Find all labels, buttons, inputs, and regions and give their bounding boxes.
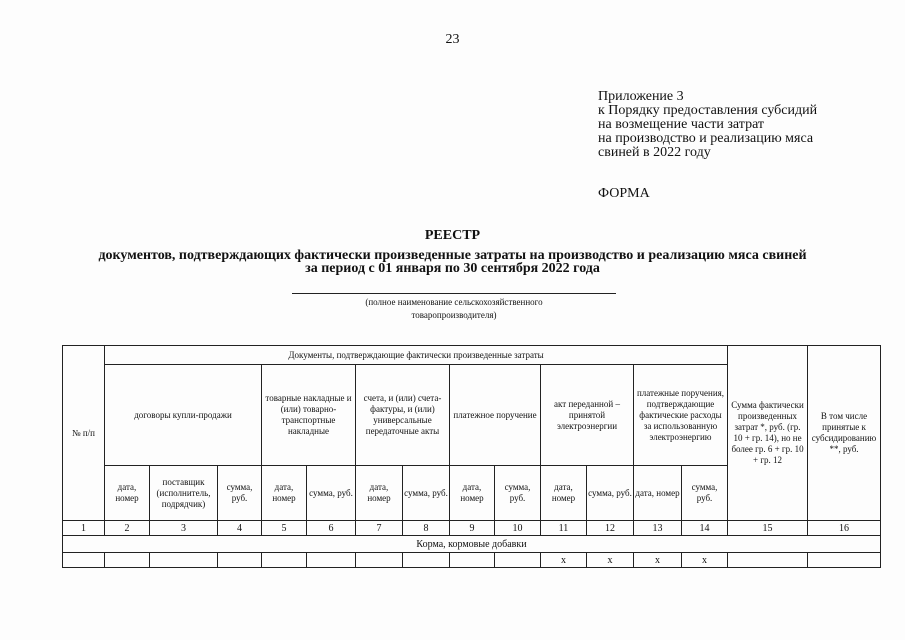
column-number: 12 [587, 521, 634, 536]
sub-header-date-number: дата, номер [262, 466, 307, 521]
sub-header-amount: сумма, руб. [307, 466, 356, 521]
table-cell [403, 553, 450, 568]
table-cell [218, 553, 262, 568]
sub-header-amount: сумма, руб. [218, 466, 262, 521]
sub-header-date-number: дата, номер [450, 466, 495, 521]
col-group-waybills: товарные накладные и (или) товарно-транспортные накладные [262, 365, 356, 466]
not-applicable-mark: х [541, 553, 587, 568]
table-cell [105, 553, 150, 568]
appendix-line: на производство и реализацию мяса [598, 131, 814, 146]
column-number-row [63, 521, 881, 536]
table-cell [808, 553, 881, 568]
table-cell [63, 553, 105, 568]
column-number: 10 [495, 521, 541, 536]
sub-header-date-number: дата, номер [634, 466, 682, 521]
column-number: 6 [307, 521, 356, 536]
table-cell [262, 553, 307, 568]
table-cell [307, 553, 356, 568]
column-number: 13 [634, 521, 682, 536]
column-number: 8 [403, 521, 450, 536]
sub-header-amount: сумма, руб. [587, 466, 634, 521]
appendix-note [598, 90, 898, 160]
col-group-invoices: счета, и (или) счета-фактуры, и (или) универсальные передаточные акты [356, 365, 450, 466]
sub-header-amount: сумма, руб. [403, 466, 450, 521]
not-applicable-mark: х [634, 553, 682, 568]
sub-header-date-number: дата, номер [105, 466, 150, 521]
column-number: 15 [728, 521, 808, 536]
column-number: 2 [105, 521, 150, 536]
column-number: 9 [450, 521, 495, 536]
table-cell [356, 553, 403, 568]
appendix-line: к Порядку предоставления субсидий [598, 103, 818, 118]
producer-caption-line: товаропроизводителя) [411, 310, 497, 320]
form-label: ФОРМА [598, 186, 650, 201]
appendix-line: свиней в 2022 году [598, 145, 711, 160]
col-group-contracts: договоры купли-продажи [105, 365, 262, 466]
section-feed-label: Корма, кормовые добавки [63, 536, 881, 553]
column-number: 1 [63, 521, 105, 536]
table-cell [495, 553, 541, 568]
col-group-electricity-act: акт переданной – принятой электроэнергии [541, 365, 634, 466]
col-header-sum-costs: Сумма фактически произведенных затрат *, руб. (гр. 10 + гр. 14), но не более гр. 6 + гр. 10 + гр. 12 [728, 346, 808, 521]
registry-title: РЕЕСТР [424, 228, 481, 243]
column-number: 4 [218, 521, 262, 536]
registry-subtitle-line: за период с 01 января по 30 сентября 2022 года [305, 261, 600, 276]
not-applicable-mark: х [682, 553, 728, 568]
col-header-accepted: В том числе принятые к субсидированию **, руб. [808, 346, 881, 521]
column-number: 14 [682, 521, 728, 536]
table-cell [150, 553, 218, 568]
column-number: 11 [541, 521, 587, 536]
producer-caption-line: (полное наименование сельскохозяйственного [365, 297, 543, 307]
appendix-line: Приложение 3 [598, 89, 684, 104]
table-cell [728, 553, 808, 568]
column-number: 7 [356, 521, 403, 536]
registry-subtitle-line: документов, подтверждающих фактически произведенные затраты на производство и реализацию мяса свиней [98, 248, 807, 263]
registry-subtitle [0, 249, 905, 275]
col-group-electricity-payments: платежные поручения, подтверждающие фактические расходы за использованную электроэнергию [634, 365, 728, 466]
sub-header-amount: сумма, руб. [682, 466, 728, 521]
column-number: 3 [150, 521, 218, 536]
sub-header-date-number: дата, номер [356, 466, 403, 521]
page-number: 23 [445, 32, 460, 47]
sub-header-amount: сумма, руб. [495, 466, 541, 521]
registry-table [62, 345, 881, 568]
column-number: 16 [808, 521, 881, 536]
producer-caption [292, 296, 616, 322]
producer-name-line [292, 293, 616, 294]
sub-header-supplier: поставщик (исполнитель, подрядчик) [150, 466, 218, 521]
col-group-documents: Документы, подтверждающие фактически произведенные затраты [105, 346, 728, 365]
sub-header-date-number: дата, номер [541, 466, 587, 521]
col-header-number: № п/п [63, 346, 105, 521]
table-cell [450, 553, 495, 568]
col-group-payment-order: платежное поручение [450, 365, 541, 466]
not-applicable-mark: х [587, 553, 634, 568]
table-row [63, 553, 881, 568]
column-number: 5 [262, 521, 307, 536]
appendix-line: на возмещение части затрат [598, 117, 765, 132]
